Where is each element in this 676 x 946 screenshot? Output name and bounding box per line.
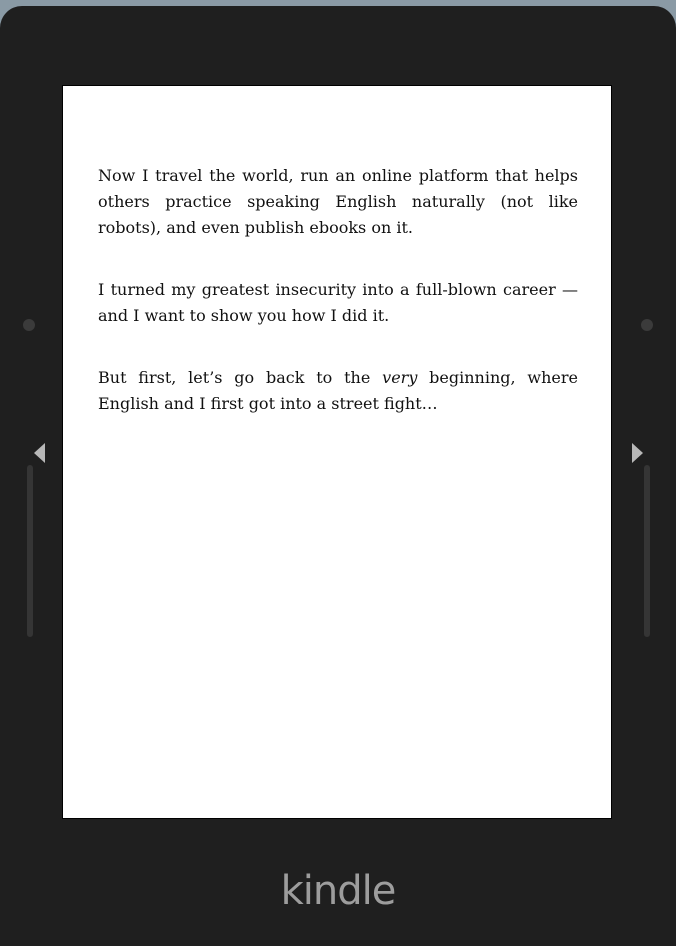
paragraph-3-emphasis: very <box>382 368 418 387</box>
paragraph-2-text: I turned my greatest insecurity into a full-blown career — and I want to show you how I did it. <box>98 280 578 325</box>
previous-page-button[interactable] <box>27 465 33 637</box>
paragraph-3-text-end: beginning, where English and I first got into a street fight… <box>98 368 579 413</box>
reading-page[interactable] <box>62 85 612 819</box>
triangle-left-icon[interactable] <box>34 443 45 463</box>
paragraph-3 <box>98 365 578 417</box>
paragraph-3-text-start: But first, let’s go back to the <box>98 368 383 387</box>
kindle-device <box>0 6 676 946</box>
paragraph-2 <box>98 277 578 329</box>
kindle-logo: kindle <box>280 868 396 914</box>
book-text <box>98 163 578 453</box>
paragraph-1-text: Now I travel the world, run an online platform that helps others practice speaking English naturally (not like robots), and even publish ebooks on it. <box>98 166 578 237</box>
next-page-button[interactable] <box>644 465 650 637</box>
paragraph-1 <box>98 163 578 241</box>
triangle-right-icon[interactable] <box>632 443 643 463</box>
right-sensor-dot <box>641 319 653 331</box>
left-sensor-dot <box>23 319 35 331</box>
